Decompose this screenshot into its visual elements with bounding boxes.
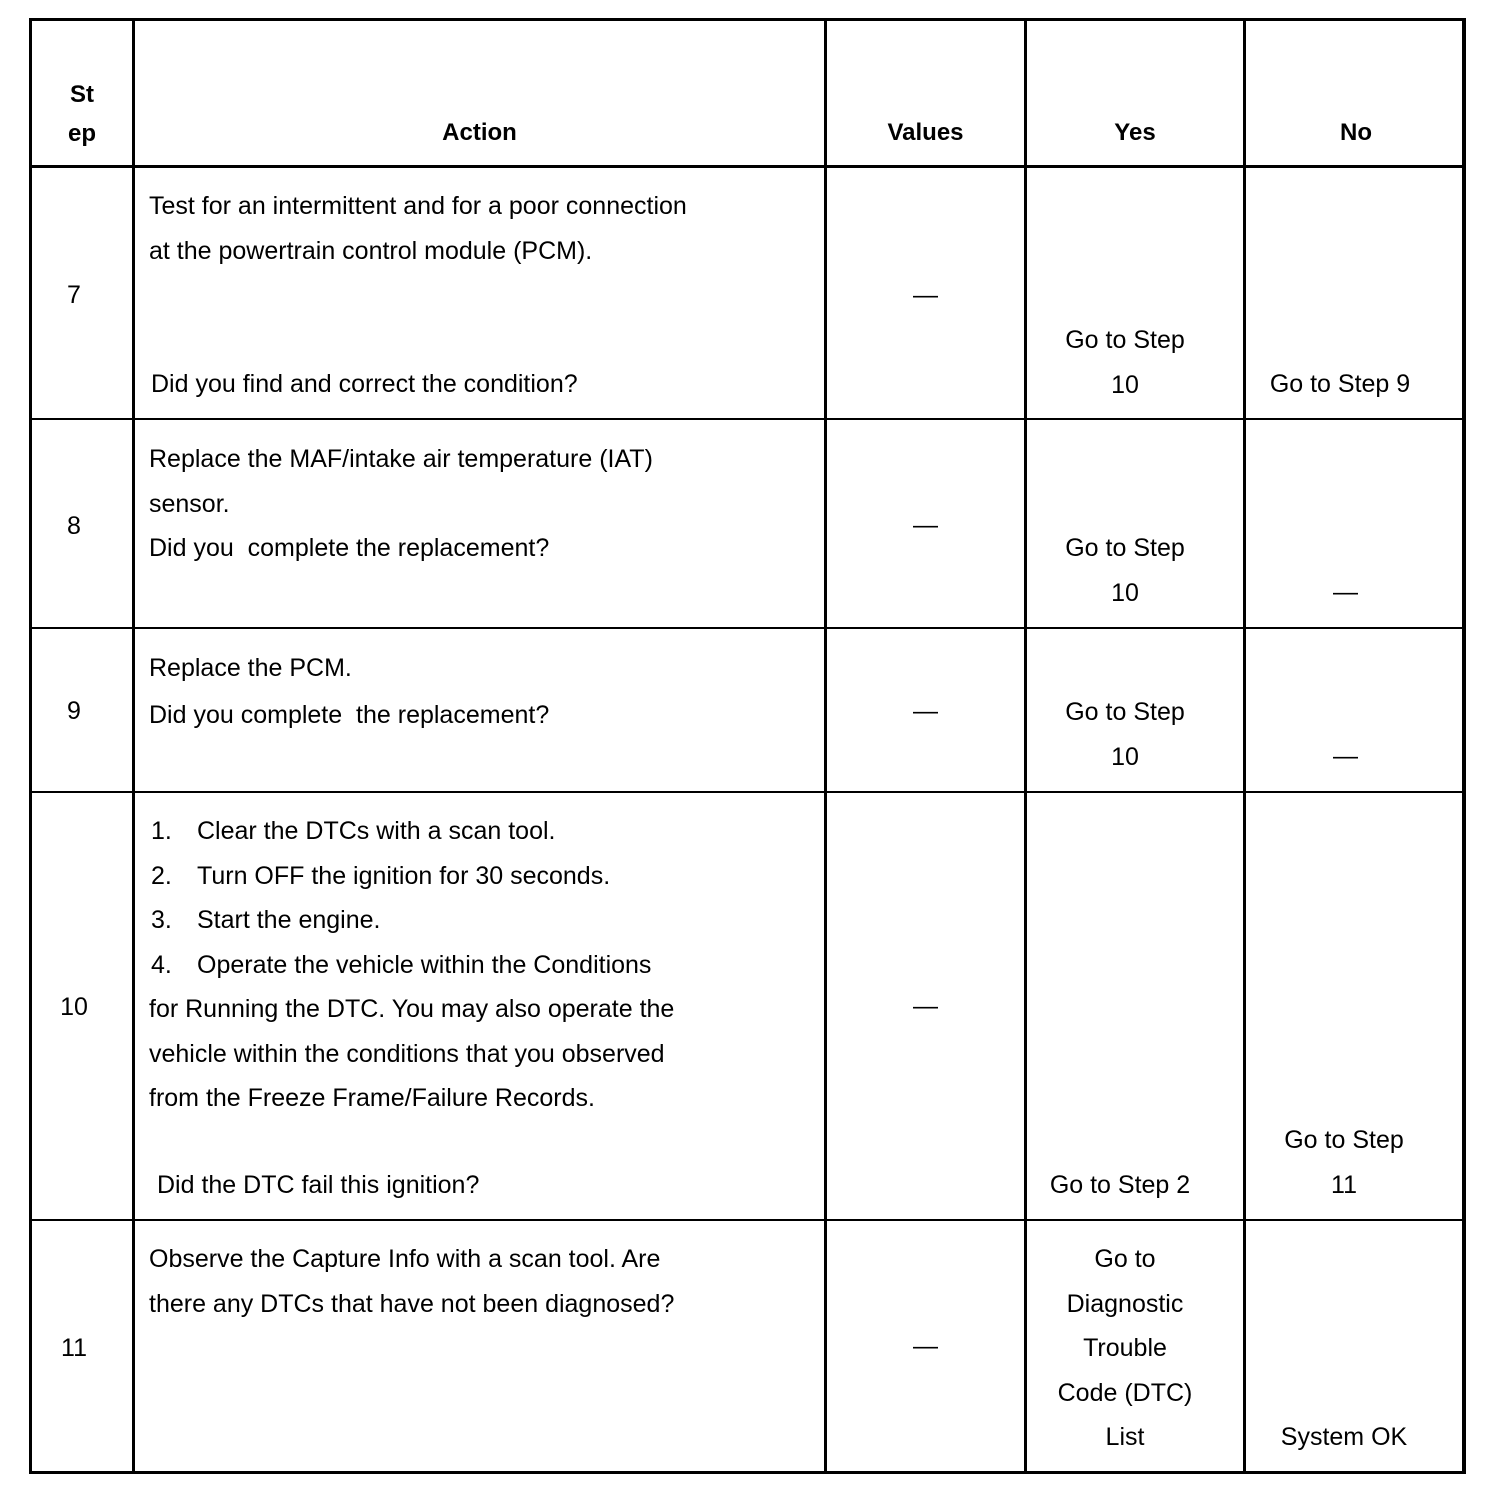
header-action: Action — [442, 119, 517, 146]
yes-line: Go to Step — [1065, 326, 1185, 354]
header-no: No — [1340, 119, 1372, 146]
no-line: Go to Step — [1284, 1126, 1404, 1154]
action-text — [149, 1237, 819, 1326]
yes-line: Go to Step — [1065, 698, 1185, 726]
values-text: — — [913, 697, 938, 725]
values-text: — — [913, 281, 938, 309]
action-line: Observe the Capture Info with a scan tool. Are — [149, 1245, 661, 1273]
no-text: — — [1333, 742, 1358, 770]
step-number: 8 — [67, 512, 81, 540]
header-step-line2: ep — [67, 120, 96, 147]
values-text: — — [913, 992, 938, 1020]
action-text — [149, 645, 819, 739]
yes-line: Trouble — [1083, 1334, 1167, 1362]
step-number: 11 — [61, 1334, 87, 1362]
action-text — [149, 184, 819, 273]
list-item: 1. Clear the DTCs with a scan tool. — [151, 817, 556, 845]
header-divider — [32, 165, 1462, 168]
no-text: — — [1333, 578, 1358, 606]
row-divider — [32, 1219, 1462, 1221]
yes-line: Go to — [1094, 1245, 1156, 1273]
action-question: Did you complete the replacement? — [149, 534, 550, 562]
column-divider — [132, 21, 135, 1471]
step-number: 10 — [60, 993, 88, 1021]
no-text — [1246, 1118, 1442, 1207]
header-values: Values — [887, 119, 964, 146]
no-text: Go to Step 9 — [1269, 370, 1411, 398]
action-question: Did you complete the replacement? — [149, 701, 550, 729]
diagnostic-table — [29, 18, 1466, 1474]
action-line: sensor. — [149, 489, 230, 518]
header-step-line1: St — [70, 81, 94, 108]
yes-line: List — [1105, 1423, 1145, 1451]
header-step — [32, 75, 132, 153]
action-line: vehicle within the conditions that you observed — [149, 1039, 665, 1068]
row-divider — [32, 418, 1462, 420]
step-number: 9 — [67, 697, 81, 725]
action-line: Test for an intermittent and for a poor connection — [149, 192, 687, 220]
action-line: at the powertrain control module (PCM). — [149, 236, 593, 265]
yes-text — [1027, 526, 1223, 615]
yes-line: 10 — [1111, 578, 1139, 607]
values-text: — — [913, 1332, 938, 1360]
action-list — [151, 809, 821, 987]
row-divider — [32, 627, 1462, 629]
no-text: System OK — [1280, 1423, 1408, 1451]
yes-line: 10 — [1111, 742, 1139, 771]
yes-text — [1027, 1237, 1223, 1460]
list-item: 4. Operate the vehicle within the Conditions — [151, 950, 652, 979]
column-divider — [824, 21, 827, 1471]
header-yes: Yes — [1114, 119, 1156, 146]
yes-line: Diagnostic — [1066, 1289, 1184, 1318]
yes-text — [1027, 690, 1223, 779]
list-item: 3. Start the engine. — [151, 906, 381, 934]
row-divider — [32, 791, 1462, 793]
yes-line: Go to Step — [1065, 534, 1185, 562]
yes-text — [1027, 318, 1223, 407]
yes-text: Go to Step 2 — [1049, 1171, 1191, 1199]
yes-line: Code (DTC) — [1057, 1378, 1193, 1407]
action-line: for Running the DTC. You may also operate the — [149, 995, 675, 1023]
action-line: there any DTCs that have not been diagnosed? — [149, 1289, 675, 1318]
action-line: Replace the MAF/intake air temperature (IAT) — [149, 445, 653, 473]
action-text — [149, 987, 819, 1121]
step-number: 7 — [67, 281, 81, 309]
action-question: Did the DTC fail this ignition? — [157, 1171, 480, 1199]
action-line: from the Freeze Frame/Failure Records. — [149, 1084, 595, 1112]
values-text: — — [913, 511, 938, 539]
action-line: Replace the PCM. — [149, 654, 352, 682]
action-question: Did you find and correct the condition? — [151, 370, 578, 398]
action-text — [149, 437, 819, 571]
list-item: 2. Turn OFF the ignition for 30 seconds. — [151, 861, 611, 890]
yes-line: 10 — [1111, 370, 1139, 399]
no-line: 11 — [1331, 1170, 1357, 1199]
